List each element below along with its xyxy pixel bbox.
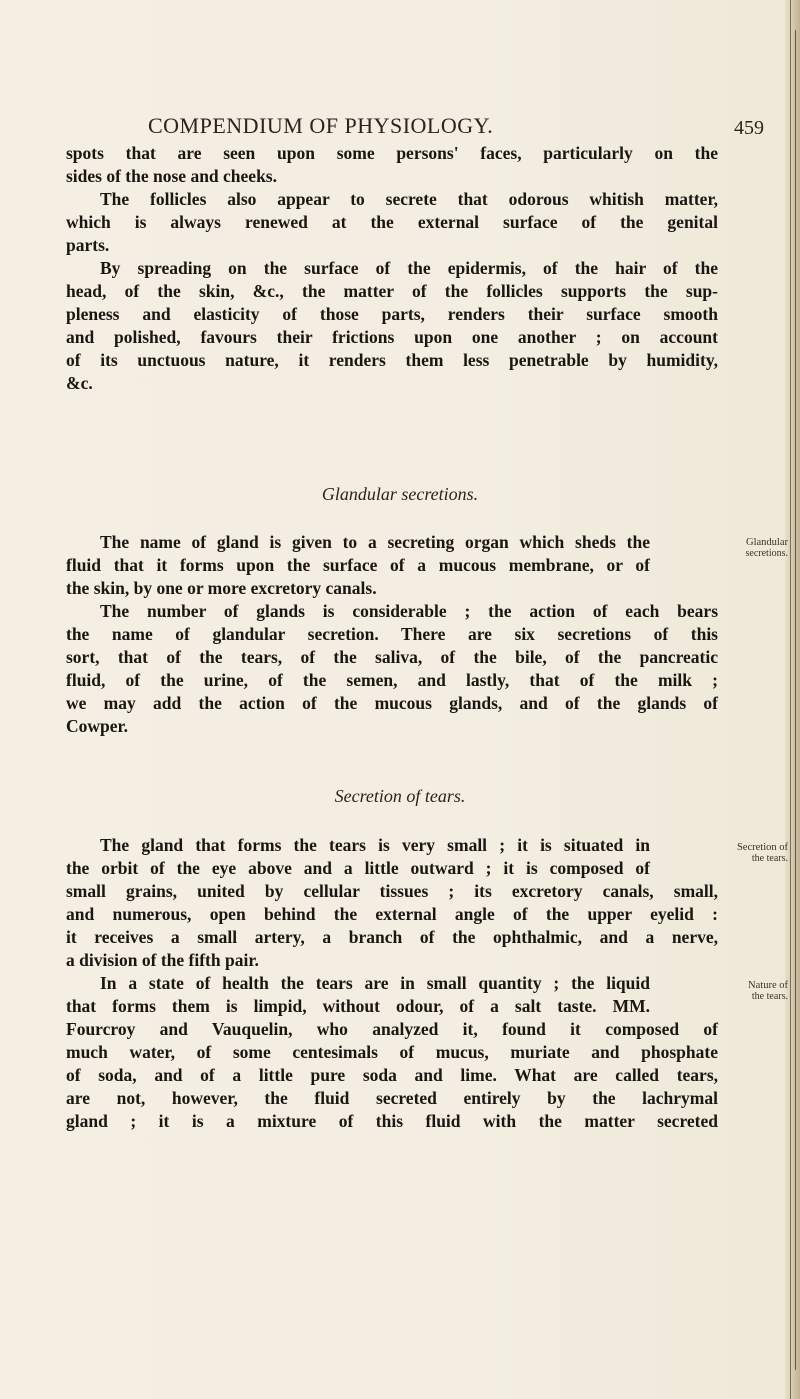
text-line: are not, however, the fluid secreted entirely by the lachrymal: [66, 1088, 718, 1108]
page-edge: [785, 0, 800, 1399]
page-edge-line: [795, 30, 796, 1370]
text-line: &c.: [66, 373, 93, 393]
text-line: the orbit of the eye above and a little outward ; it is composed of: [66, 858, 650, 878]
text-line: much water, of some centesimals of mucus, muriate and phosphate: [66, 1042, 718, 1062]
text-line: a division of the fifth pair.: [66, 950, 259, 970]
text-line: sort, that of the tears, of the saliva, of the bile, of the pancreatic: [66, 647, 718, 667]
text-line: small grains, united by cellular tissues ; its excretory canals, small,: [66, 881, 718, 901]
text-line: fluid that it forms upon the surface of a mucous membrane, or of: [66, 555, 650, 575]
text-line: The name of gland is given to a secreting organ which sheds the: [100, 532, 650, 552]
paragraph-block: [66, 142, 718, 395]
text-line: By spreading on the surface of the epidermis, of the hair of the: [100, 258, 718, 278]
text-line: which is always renewed at the external surface of the genital: [66, 212, 718, 232]
margin-note: Secretion of the tears.: [736, 842, 788, 864]
text-line: fluid, of the urine, of the semen, and lastly, that of the milk ;: [66, 670, 718, 690]
text-line: of soda, and of a little pure soda and lime. What are called tears,: [66, 1065, 718, 1085]
text-line: the name of glandular secretion. There are six secretions of this: [66, 624, 718, 644]
text-line: of its unctuous nature, it renders them less penetrable by humidity,: [66, 350, 718, 370]
text-line: sides of the nose and cheeks.: [66, 166, 277, 186]
text-line: gland ; it is a mixture of this fluid with the matter secreted: [66, 1111, 718, 1131]
text-line: it receives a small artery, a branch of the ophthalmic, and a nerve,: [66, 927, 718, 947]
text-line: we may add the action of the mucous glands, and of the glands of: [66, 693, 718, 713]
text-line: head, of the skin, &c., the matter of the follicles supports the sup-: [66, 281, 718, 301]
page-number: 459: [734, 117, 764, 139]
text-line: the skin, by one or more excretory canals.: [66, 578, 377, 598]
text-line: Fourcroy and Vauquelin, who analyzed it, found it composed of: [66, 1019, 718, 1039]
text-line: and numerous, open behind the external angle of the upper eyelid :: [66, 904, 718, 924]
text-line: that forms them is limpid, without odour, of a salt taste. MM.: [66, 996, 650, 1016]
running-title: COMPENDIUM OF PHYSIOLOGY.: [148, 113, 494, 138]
text-line: Cowper.: [66, 716, 129, 736]
margin-note: Glandular secretions.: [745, 537, 788, 559]
paragraph-block: [66, 531, 718, 738]
paragraph-block: [66, 834, 718, 1133]
text-line: In a state of health the tears are in small quantity ; the liquid: [100, 973, 650, 993]
text-line: spots that are seen upon some persons' faces, particularly on the: [66, 143, 718, 163]
page-edge-line: [790, 0, 791, 1399]
margin-note: Nature of the tears.: [748, 980, 788, 1002]
text-line: parts.: [66, 235, 110, 255]
text-line: and polished, favours their frictions upon one another ; on account: [66, 327, 718, 347]
text-line: The follicles also appear to secrete that odorous whitish matter,: [100, 189, 718, 209]
section-heading: Glandular secretions.: [321, 484, 479, 504]
text-line: pleness and elasticity of those parts, renders their surface smooth: [66, 304, 718, 324]
text-line: The number of glands is considerable ; the action of each bears: [100, 601, 718, 621]
text-line: The gland that forms the tears is very small ; it is situated in: [100, 835, 650, 855]
section-heading: Secretion of tears.: [334, 786, 466, 806]
